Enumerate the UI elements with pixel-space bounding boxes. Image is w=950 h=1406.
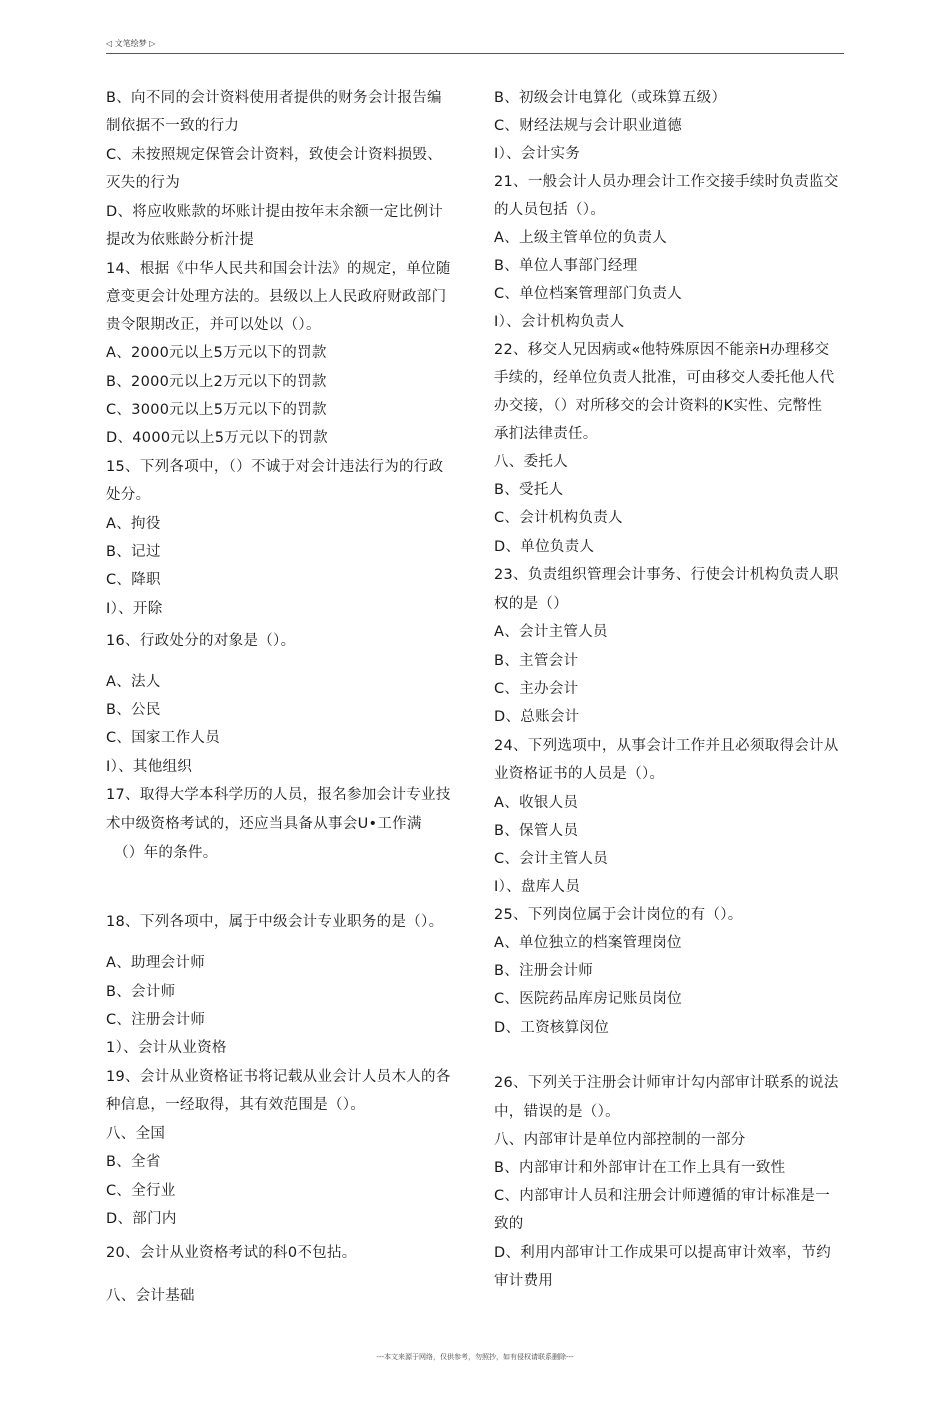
question-14: 14、根据《中华人民共和国会计法》的规定，单位随	[106, 261, 451, 277]
option-line: D、部门内	[106, 1211, 177, 1227]
option-line: B、记过	[106, 544, 161, 560]
option-line: I）、开除	[106, 601, 163, 617]
option-line: 八、会计基础	[106, 1288, 195, 1304]
option-line: A、拘役	[106, 516, 161, 532]
page-header: ◁ 文笔绘梦 ▷	[106, 39, 156, 48]
option-line: B、受托人	[494, 482, 564, 498]
text-line: 灭失的行为	[106, 175, 180, 191]
text-line: 提改为依账龄分析汁提	[106, 232, 254, 248]
text-line: 贵令限期改正，并可以处以（）。	[106, 317, 321, 333]
option-line: D、单位负责人	[494, 539, 595, 555]
header-divider	[106, 53, 844, 54]
option-line: B、保管人员	[494, 823, 579, 839]
question-21: 21、一般会计人员办理会计工作交接手续时负责监交	[494, 174, 839, 190]
page-footer: ---本文来源于网络，仅供参考，勿照抄，如有侵权请联系删除---	[376, 1353, 574, 1361]
text-line: 审计费用	[494, 1273, 554, 1289]
option-line: C、全行业	[106, 1183, 176, 1199]
option-line: D、工资核算闵位	[494, 1020, 610, 1036]
question-15: 15、下列各项中，（）不诚于对会计违法行为的行政	[106, 459, 444, 475]
option-line: C、国家工作人员	[106, 730, 221, 746]
text-line: D、将应收账款的坏账计提由按年末余额一定比例计	[106, 204, 444, 220]
text-line: 的人员包括（）。	[494, 202, 606, 218]
option-line: A、助理会计师	[106, 955, 206, 971]
text-line: 意变更会计处理方法的。县级以上人民政府财政部门	[106, 289, 447, 305]
option-line: C、内部审计人员和注册会计师遵循的审计标准是一	[494, 1188, 831, 1204]
question-23: 23、负责组织管理会计事务、行使会计机构负责人职	[494, 567, 839, 583]
option-line: C、会计机构负责人	[494, 510, 623, 526]
question-20: 20、会计从业资格考试的科0不包拈。	[106, 1245, 357, 1261]
option-line: A、会计主管人员	[494, 624, 608, 640]
question-25: 25、下列岗位属于会计岗位的有（）。	[494, 907, 743, 923]
option-line: C、注册会计师	[106, 1012, 206, 1028]
question-18: 18、下列各项中，属于中级会计专业职务的是（）。	[106, 914, 444, 930]
option-line: B、2000元以上2万元以下的罚款	[106, 374, 327, 390]
option-line: C、主办会计	[494, 681, 579, 697]
question-19: 19、会计从业资格证书将记载从业会计人员木人的各	[106, 1069, 451, 1085]
text-line: 业资格证书的人员是（）。	[494, 766, 665, 782]
text-line: 种信息，一经取得，其有效范围是（）。	[106, 1097, 366, 1113]
option-line: B、初级会计电算化（或珠算五级）	[494, 90, 727, 106]
text-line: B、向不同的会计资料使用者提供的财务会计报告编	[106, 90, 442, 106]
text-line: （）年的条件。	[114, 845, 218, 861]
text-line: 处分。	[106, 487, 151, 503]
option-line: A、法人	[106, 674, 161, 690]
text-line: 术中级资格考试的，还应当具备从事会U•工作满	[106, 816, 422, 832]
option-line: 八、委托人	[494, 454, 568, 470]
option-line: 八、全国	[106, 1126, 166, 1142]
question-22: 22、移交人兄因病或«他特殊原因不能亲H办理移交	[494, 342, 830, 358]
option-line: A、收银人员	[494, 795, 579, 811]
option-line: B、公民	[106, 702, 161, 718]
question-17: 17、取得大学本科学历的人员，报名参加会计专业技	[106, 787, 451, 803]
text-line: 办交接，（）对所移交的会计资料的K实性、完幣性	[494, 398, 823, 414]
option-line: C、医院药品库房记账员岗位	[494, 991, 683, 1007]
question-26: 26、下列关于注册会计师审计勾内部审计联系的说法	[494, 1075, 839, 1091]
option-line: I）、其他组织	[106, 759, 193, 775]
option-line: B、单位人事部门经理	[494, 258, 638, 274]
option-line: A、上级主管单位的负责人	[494, 230, 668, 246]
text-line: C、未按照规定保管会计资料，致使会计资料损毁、	[106, 147, 443, 163]
option-line: B、主管会计	[494, 653, 579, 669]
option-line: C、降职	[106, 572, 161, 588]
option-line: D、总账会计	[494, 709, 580, 725]
option-line: D、4000元以上5万元以下的罚款	[106, 430, 328, 446]
option-line: B、注册会计师	[494, 963, 594, 979]
option-line: B、内部审计和外部审计在工作上具有一致性	[494, 1160, 786, 1176]
text-line: 承扪法律责任。	[494, 426, 598, 442]
question-16: 16、行政处分的对象是（）。	[106, 633, 296, 649]
option-line: B、会计师	[106, 984, 176, 1000]
option-line: I）、会计机构负责人	[494, 314, 625, 330]
option-line: D、利用内部审计工作成果可以提髙审计效率，节约	[494, 1245, 832, 1261]
option-line: B、全省	[106, 1154, 161, 1170]
question-24: 24、下列选项中，从事会计工作并且必须取得会计从	[494, 738, 839, 754]
option-line: C、会计主管人员	[494, 851, 609, 867]
option-line: C、财经法规与会计职业道德	[494, 118, 683, 134]
option-line: 1）、会计从业资格	[106, 1040, 227, 1056]
option-line: C、单位档案管理部门负责人	[494, 286, 683, 302]
option-line: I）、盘库人员	[494, 879, 581, 895]
text-line: 中，错误的是（）。	[494, 1104, 620, 1120]
option-line: A、2000元以上5万元以下的罚款	[106, 345, 327, 361]
option-line: 八、内部审计是单位内部控制的一部分	[494, 1132, 746, 1148]
option-line: C、3000元以上5万元以下的罚款	[106, 402, 327, 418]
text-line: 致的	[494, 1216, 524, 1232]
text-line: 制依据不一致的行力	[106, 118, 240, 134]
text-line: 手续的，经单位负责人批准，可由移交人委托他人代	[494, 370, 835, 386]
option-line: I）、会计实务	[494, 146, 581, 162]
text-line: 权的是（）	[494, 596, 568, 612]
option-line: A、单位独立的档案管理岗位	[494, 935, 682, 951]
